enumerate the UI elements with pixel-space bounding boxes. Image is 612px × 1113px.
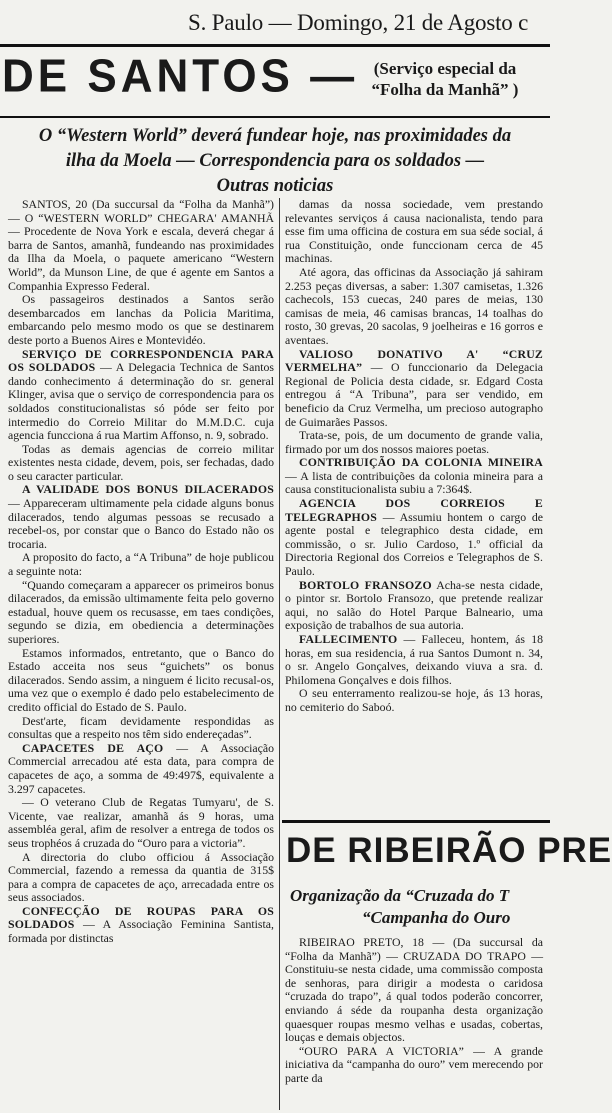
- article-paragraph: [285, 348, 543, 430]
- paragraph-text: RIBEIRAO PRETO, 18 — (Da succursal da “Folha da Manhã”) — CRUZADA DO TRAPO — Constituiu-se nesta cidade, uma commissão composta de senhoras, para dirigir a modesta o caridosa “cruzada do trapo”, á qual todos poderão concorrer, enviando á séde da roupanha desta organização quaesquer roupas mesmo velhas e usadas, cobertas, louças e demais objectos.: [285, 935, 543, 1045]
- service-line-1: (Serviço especial da: [373, 59, 517, 78]
- paragraph-text: — Assumiu hontem o cargo de agente postal e telegraphico desta cidade, em commissão, o sr. Julio Cardoso, 1.º official da Directoria Regional dos Correios e Telegraphos de S. Paulo.: [285, 509, 543, 579]
- section2-header: [282, 820, 612, 881]
- headline: [0, 124, 550, 199]
- article-paragraph: [8, 647, 274, 715]
- paragraph-text: — O veterano Club de Regatas Tumyaru', de S. Vicente, vae realizar, amanhã ás 9 horas, uma assembléa geral, afim de resolver a entrega de todos os seus trophéos á cruzada do “Ouro para a victoria”.: [8, 795, 274, 850]
- article-paragraph: [8, 579, 274, 647]
- paragraph-lead: CAPACETES DE AÇO: [22, 740, 164, 755]
- paragraph-text: “OURO PARA A VICTORIA” — A grande iniciativa da “campanha do ouro” vem merecendo por parte da: [285, 1043, 543, 1085]
- paragraph-text: — Appareceram ultimamente pela cidade alguns bonus dilacerados, tendo algumas pessoas se recusado a recebel-os, por constar que o Banco do Estado não os trocaria.: [8, 496, 274, 551]
- section2-title: DE RIBEIRÃO PRE: [286, 831, 612, 870]
- article-paragraph: [8, 551, 274, 578]
- headline-line-2: ilha da Moela — Correspondencia para os soldados —: [65, 151, 485, 171]
- article-paragraph: [8, 443, 274, 484]
- paragraph-text: “Quando começaram a apparecer os primeiros bonus dilacerados, da emissão ultimamente feita pelo governo estadual, houve quem os recusasse, em taes condições, segundo se dizia, em obediencia a determinações superiores.: [8, 577, 274, 646]
- article-paragraph: [285, 266, 543, 348]
- paragraph-lead: CONTRIBUIÇÃO DA COLONIA MINEIRA: [299, 455, 543, 470]
- header-rule: [0, 116, 550, 118]
- article-paragraph: [8, 715, 274, 742]
- paragraph-lead: SERVIÇO DE CORRESPONDENCIA PARA OS SOLDADOS: [8, 346, 274, 375]
- masthead-text: S. Paulo — Domingo, 21 de Agosto c: [188, 10, 529, 35]
- headline-line-1: O “Western World” deverá fundear hoje, nas proximidades da: [38, 126, 512, 146]
- section2-headline-line-2: “Campanha do Ouro: [362, 908, 511, 927]
- paragraph-text: A directoria do clubo officiou á Associação Commercial, fazendo a remessa da quantia de 315$ para a compra de capacetes de aço, arrecadada entre os seus associados.: [8, 849, 274, 905]
- article-paragraph: [285, 198, 543, 266]
- section2-headline-line-1: Organização da “Cruzada do T: [290, 886, 510, 905]
- service-note: [350, 58, 540, 100]
- paragraph-text: — A Delegacia Technica de Santos dando conhecimento á determinação do sr. general Klinger, avisa que o serviço de correspondencia para os soldados constitucionalistas só póde ser feito por intermedio do Correio Militar do M.M.D.C. cuja agencia funcciona á rua Martim Affonso, n. 9, sobrado.: [8, 360, 274, 443]
- paragraph-lead: A VALIDADE DOS BONUS DILACERADOS: [22, 482, 274, 497]
- article-paragraph: [285, 687, 543, 714]
- article-paragraph: [8, 851, 274, 905]
- article-paragraph: [8, 293, 274, 347]
- paragraph-lead: VALIOSO DONATIVO A' “CRUZ VERMELHA”: [285, 346, 543, 375]
- article-paragraph: [8, 348, 274, 443]
- article-paragraph: [285, 1045, 543, 1086]
- article-paragraph: [285, 579, 543, 633]
- masthead: [0, 0, 550, 47]
- article-paragraph: [285, 936, 543, 1045]
- article-paragraph: [285, 456, 543, 497]
- right-column: [285, 198, 543, 813]
- paragraph-text: — A lista de contribuições da colonia mineira para a causa constitucionalista subiu a 7:364$.: [285, 468, 543, 497]
- paragraph-text: damas da nossa sociedade, vem prestando relevantes serviços á causa nacionalista, tendo para esse fim uma officina de costura em sua séde social, á rua Constituição, onde funccionam cerca de 45 machinas.: [285, 197, 543, 266]
- paragraph-lead: BORTOLO FRANSOZO: [299, 577, 432, 592]
- paragraph-text: Até agora, das officinas da Associação já sahiram 2.253 peças diversas, a saber: 1.307 camisetas, 1.326 cachecols, 153 cuecas, 240 pares de meias, 130 camisas de meia, 46 camisas brancas, 14 toalhas do rosto, 30 grevas, 20 sacolas, 9 joelheiras e 16 gorros e aventaes.: [285, 264, 543, 347]
- article-paragraph: [8, 905, 274, 946]
- paragraph-text: Trata-se, pois, de um documento de grande valia, firmado por um dos nossos maiores poetas.: [285, 428, 543, 456]
- column-divider: [279, 198, 280, 1110]
- paragraph-text: — A Associação Commercial arrecadou até esta data, para compra de capacetes de aço, a somma de 49:497$, equivalente a 3.297 capacetes.: [8, 740, 274, 796]
- paragraph-text: Os passageiros destinados a Santos serão desembarcados em lanchas da Policia Maritima, embarcando pelo mesmo modo os que se destinarem deste porto a Buenos Aires e Montevidéo.: [8, 292, 274, 347]
- headline-line-3: Outras noticias: [216, 176, 334, 196]
- paragraph-text: O seu enterramento realizou-se hoje, ás 13 horas, no cemiterio do Saboó.: [285, 686, 543, 714]
- paragraph-text: SANTOS, 20 (Da succursal da “Folha da Manhã”) — O “WESTERN WORLD” CHEGARA' AMANHÃ — Procedente de Nova York e escala, deverá chegar á barra de Santos, amanhã, fundeando nas proximidades da Ilha da Moela, o paquete americano “Western World”, da Munson Line, de que é agente em Santos a Companhia Expresso Federal.: [8, 197, 274, 293]
- section2-headline: [290, 885, 550, 929]
- article-paragraph: [8, 483, 274, 551]
- section-title: DE SANTOS —: [2, 50, 359, 103]
- article-paragraph: [8, 198, 274, 293]
- section-header: [0, 52, 550, 114]
- paragraph-text: Dest'arte, ficam devidamente respondidas as consultas que a respeito nos têm sido endereçadas”.: [8, 713, 274, 742]
- paragraph-text: A proposito do facto, a “A Tribuna” de hoje publicou a seguinte nota:: [8, 550, 274, 579]
- paragraph-text: — O funccionario da Delegacia Regional de Policia desta cidade, sr. Edgard Costa entregou á “A Tribuna”, para ser vendido, em beneficio da Cruz Vermelha, um precioso autographo de Guimarães Passos.: [285, 360, 543, 429]
- article-paragraph: [285, 633, 543, 687]
- article-paragraph: [8, 742, 274, 796]
- article-paragraph: [285, 497, 543, 579]
- article-paragraph: [8, 796, 274, 850]
- left-column: [8, 198, 274, 1110]
- paragraph-text: — A Associação Feminina Santista, formada por distinctas: [8, 917, 274, 946]
- article-paragraph: [285, 429, 543, 456]
- paragraph-lead: AGENCIA DOS CORREIOS E TELEGRAPHOS: [285, 496, 543, 524]
- paragraph-text: Estamos informados, entretanto, que o Banco do Estado acceita nos seus “guichets” os bonus dilacerados. Sendo assim, a ninguem é licito recusal-os, uma vez que o exemplo é dado pelo estabelecimento de credito official do Estado de S. Paulo.: [8, 645, 274, 714]
- paragraph-text: — Falleceu, hontem, ás 18 horas, em sua residencia, á rua Santos Dumont n. 34, o sr. Angelo Gonçalves, deixando viuva a sra. d. Philomena Gonçalves e dois filhos.: [285, 632, 543, 687]
- paragraph-text: Acha-se nesta cidade, o pintor sr. Bortolo Fransozo, que pretende realizar aqui, no salão do Hotel Parque Balneario, uma exposição de trabalhos de sua autoria.: [285, 577, 543, 633]
- paragraph-lead: FALLECIMENTO: [299, 632, 398, 646]
- section2-column: [285, 936, 543, 1112]
- paragraph-text: Todas as demais agencias de correio militar existentes nesta cidade, devem, pois, ser fechadas, dado o seu caracter particular.: [8, 441, 274, 483]
- service-line-2: “Folha da Manhã” ): [371, 80, 519, 99]
- paragraph-lead: CONFECÇÃO DE ROUPAS PARA OS SOLDADOS: [8, 903, 274, 932]
